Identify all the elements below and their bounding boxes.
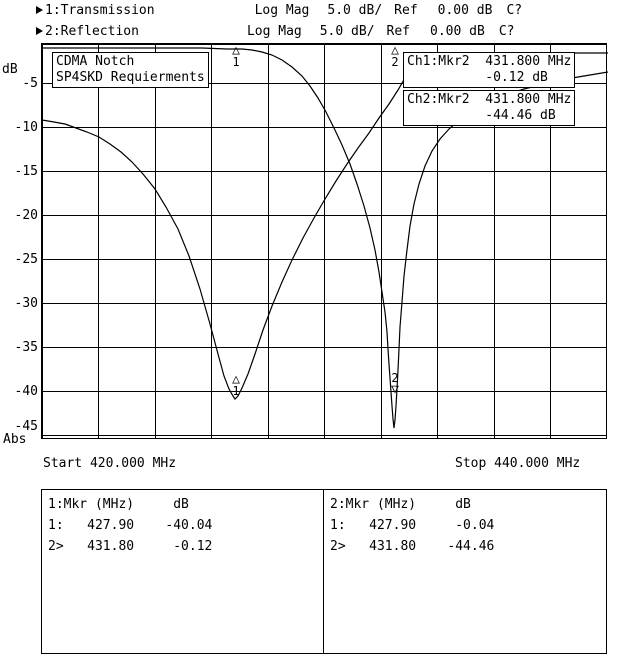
y-axis-labels <box>0 43 38 439</box>
marker-2-top-label: 2 <box>391 55 399 69</box>
marker-1-top[interactable] <box>227 45 245 68</box>
channel-1-header <box>36 3 522 18</box>
marker-1-bottom[interactable] <box>227 374 245 397</box>
marker-table-ch2-row-2: 2> 431.80 -44.46 <box>330 539 495 554</box>
marker-2-bottom-glyph: ▽ <box>391 382 399 397</box>
start-frequency-label: Start 420.000 MHz <box>43 456 177 471</box>
stop-frequency-label: Stop 440.000 MHz <box>455 456 581 471</box>
marker-1-top-glyph: △ <box>232 43 240 58</box>
y-tick--15: -15 <box>14 164 38 179</box>
marker-table-ch2[interactable] <box>324 490 606 653</box>
y-tick--25: -25 <box>14 252 38 267</box>
marker-2-top-glyph: △ <box>391 43 399 58</box>
plot-title-box <box>52 52 209 88</box>
plot-title-line1: CDMA Notch <box>56 54 135 69</box>
y-axis-mode-label: Abs <box>3 432 27 447</box>
channel-2-id: 2: <box>45 24 61 39</box>
channel-1-ref-value: 0.00 dB <box>437 3 493 18</box>
channel-1-scale: 5.0 dB/ <box>327 3 383 18</box>
marker-2-bottom[interactable] <box>386 372 404 395</box>
marker-table-ch1-header: 1:Mkr (MHz) dB <box>48 497 189 512</box>
y-axis-unit-label: dB <box>2 62 18 77</box>
y-tick--10: -10 <box>14 120 38 135</box>
graticule[interactable] <box>41 43 607 439</box>
y-tick--5: -5 <box>22 76 38 91</box>
ch1-marker-readout-line1: Ch1:Mkr2 431.800 MHz <box>407 54 572 69</box>
channel-1-id: 1: <box>45 3 61 18</box>
channel-2-scale: 5.0 dB/ <box>319 24 375 39</box>
channel-2-ref-label: Ref <box>386 24 411 39</box>
y-tick--30: -30 <box>14 296 38 311</box>
marker-table-ch2-header: 2:Mkr (MHz) dB <box>330 497 471 512</box>
marker-tables <box>41 489 607 654</box>
marker-table-ch1[interactable] <box>42 490 324 653</box>
y-tick--40: -40 <box>14 384 38 399</box>
channel-1-suffix: C? <box>506 3 523 18</box>
ch2-marker-readout-line1: Ch2:Mkr2 431.800 MHz <box>407 92 572 107</box>
ch2-marker-readout-line2: -44.46 dB <box>407 108 556 123</box>
channel-1-name: Transmission <box>60 3 155 18</box>
channel-2-header <box>36 24 514 39</box>
marker-1-bottom-label: 1 <box>232 384 240 398</box>
y-tick--20: -20 <box>14 208 38 223</box>
marker-table-ch1-row-1: 1: 427.90 -40.04 <box>48 518 213 533</box>
y-tick--45: -45 <box>14 419 38 434</box>
channel-2-format: Log Mag <box>246 24 302 39</box>
channel-1-active-icon <box>36 6 43 14</box>
marker-2-bottom-label: 2 <box>391 371 399 385</box>
marker-table-ch2-row-1: 1: 427.90 -0.04 <box>330 518 495 533</box>
channel-2-active-icon <box>36 27 43 35</box>
y-tick--35: -35 <box>14 340 38 355</box>
channel-2-name: Reflection <box>60 24 139 39</box>
marker-2-top[interactable] <box>386 45 404 68</box>
channel-2-ref-value: 0.00 dB <box>430 24 485 39</box>
ch1-marker-readout-line2: -0.12 dB <box>407 70 548 85</box>
ch1-marker-readout <box>403 52 575 88</box>
ch2-marker-readout <box>403 90 575 126</box>
marker-1-bottom-glyph: △ <box>232 372 240 387</box>
marker-table-ch1-row-2: 2> 431.80 -0.12 <box>48 539 213 554</box>
channel-1-format: Log Mag <box>254 3 310 18</box>
channel-1-ref-label: Ref <box>394 3 418 18</box>
marker-1-top-label: 1 <box>232 55 240 69</box>
channel-2-suffix: C? <box>498 24 515 39</box>
plot-title-line2: SP4SKD Requierments <box>56 70 205 85</box>
